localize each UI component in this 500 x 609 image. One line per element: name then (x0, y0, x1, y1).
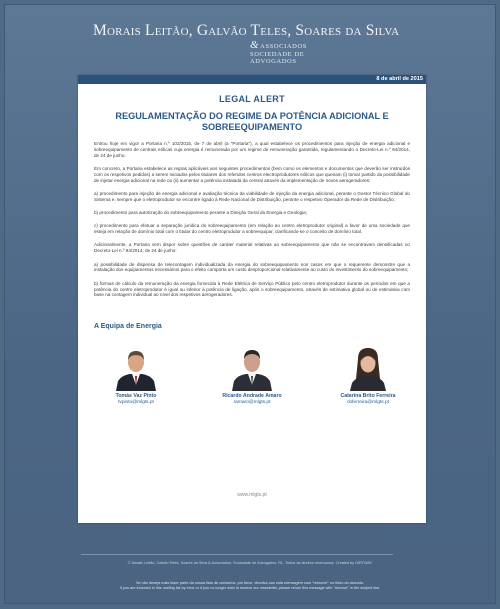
firm-line-sociedade: SOCIEDADE DE (250, 50, 305, 58)
body-text (94, 141, 410, 306)
paragraph: Adicionalmente, a Portaria vem dispor sobre questões de caráter material relativas ao sobreequipamento que não se encontravam densificadas no Decreto-Lei n.º 94/2014, de 24 de junho: (94, 242, 410, 254)
member-name: Catarina Brito Ferreira (340, 393, 396, 399)
team-heading: A Equipa de Energia (94, 323, 162, 330)
newsletter-card (78, 75, 426, 523)
unsubscribe-notice (5, 581, 495, 591)
ampersand: & (250, 39, 260, 51)
unsubscribe-text-en: If you are included in this mailing list by error or if you no longer wish to receive our newsletter, please return this message with "remove" in the subject line. (119, 586, 381, 590)
alert-label: LEGAL ALERT (219, 94, 285, 104)
paragraph: a) possibilidade de dispensa de telecontagem individualizada da energia do sobreequipamento nos casos em que o requerente demonstre que a instalação dos equipamentos necessários para o efeito comporta um custo desproporcional relativamente ao custo do investimento do sobreequipamento; (94, 261, 410, 273)
date-bar: 8 de abril de 2015 (78, 75, 426, 84)
firm-name: Morais Leitão, Galvão Teles, Soares da Silva (93, 22, 400, 39)
member-email-link[interactable]: tvpinto@mlgts.pt (118, 400, 154, 405)
team-member-card (90, 345, 182, 405)
paragraph: c) procedimento para efetuar a separação jurídica do sobreequipamento (em relação ao centro eletroprodutor original) a favor de uma sociedade que esteja em relação de domínio total com o titular do centro eletroprodutor a sobreequipar, clarificando-se o conceito de domínio total. (94, 223, 410, 235)
copyright-text: © Morais Leitão, Galvão Teles, Soares da Silva & Associados, Sociedade de Advogados, RL. Todos os direitos reservados. Created by DIRTWAY (127, 561, 373, 565)
member-name: Ricardo Andrade Amaro (222, 393, 282, 399)
paragraph: Entrou hoje em vigor a Portaria n.º 102/2015, de 7 de abril (a "Portaria"), a qual estabelece os procedimentos para injeção de energia adicional e sobreequipamento de centrais eólicas cuja energia é remunerada por um regime de remuneração garantida, regulamentando o Decreto-Lei n.º 94/2014, de 24 de junho. (94, 141, 410, 158)
member-email-link[interactable]: ramaro@mlgts.pt (233, 400, 271, 405)
member-email-link[interactable]: cbferreira@mlgts.pt (347, 400, 389, 405)
document-title: REGULAMENTAÇÃO DO REGIME DA POTÊNCIA ADICIONAL E SOBREEQUIPAMENTO (115, 111, 389, 132)
paragraph: b) formas de cálculo da remuneração da energia fornecida à Rede Elétrica de Serviço Público pelo centro eletroprodutor durante os períodos em que a potência do centro eletroprodutor é igual ou inferior à potência de ligação, após o sobreequipamento, através de estimativa global ou de estimativa com base na contagem individual ao nível dos respetivos aerogeradores. (94, 280, 410, 298)
firm-subtitle (250, 39, 307, 66)
avatar (230, 345, 274, 391)
avatar (114, 345, 158, 391)
firm-line-associados: ASSOCIADOS (260, 43, 307, 50)
footer-divider (81, 554, 393, 555)
website-link[interactable]: www.mlgts.pt (237, 492, 267, 498)
paragraph: a) procedimento para injeção de energia adicional e avaliação técnica da viabilidade de injeção da energia adicional, perante o Gestor Técnico Global do Sistema e, sempre que o eletroprodutor se encontre ligado à Rede Nacional de Distribuição, perante o respetivo Operador da Rede de Distribuição; (94, 191, 410, 202)
team-member-card (322, 345, 414, 405)
paragraph: b) procedimento para autorização do sobreequipamento perante a Direção Geral da Energia e Geologia; (94, 210, 307, 216)
member-name: Tomás Vaz Pinto (115, 393, 157, 399)
email-frame (4, 4, 496, 604)
unsubscribe-text-pt: Se não deseja mais fazer parte da nossa lista de contactos, por favor, devolva-nos esta mensagem com "remover" no título do assunto. (135, 581, 365, 585)
team-member-card (206, 345, 298, 405)
paragraph: Em concreto, a Portaria estabelece as regras aplicáveis aos seguintes procedimentos (bem como os elementos e documentos que deverão ser instruídos com os respetivos pedidos) a serem iniciados pelos titulares dos referidos centros electroprodutores eólicos que queiram (i) tomar partido da possibilidade de injetar energia adicional na rede ou (ii) aumentar a potência instalada da central através da implementação de novos aerogeradores: (94, 166, 410, 183)
firm-line-advogados: ADVOGADOS (250, 58, 297, 65)
avatar (346, 345, 390, 391)
